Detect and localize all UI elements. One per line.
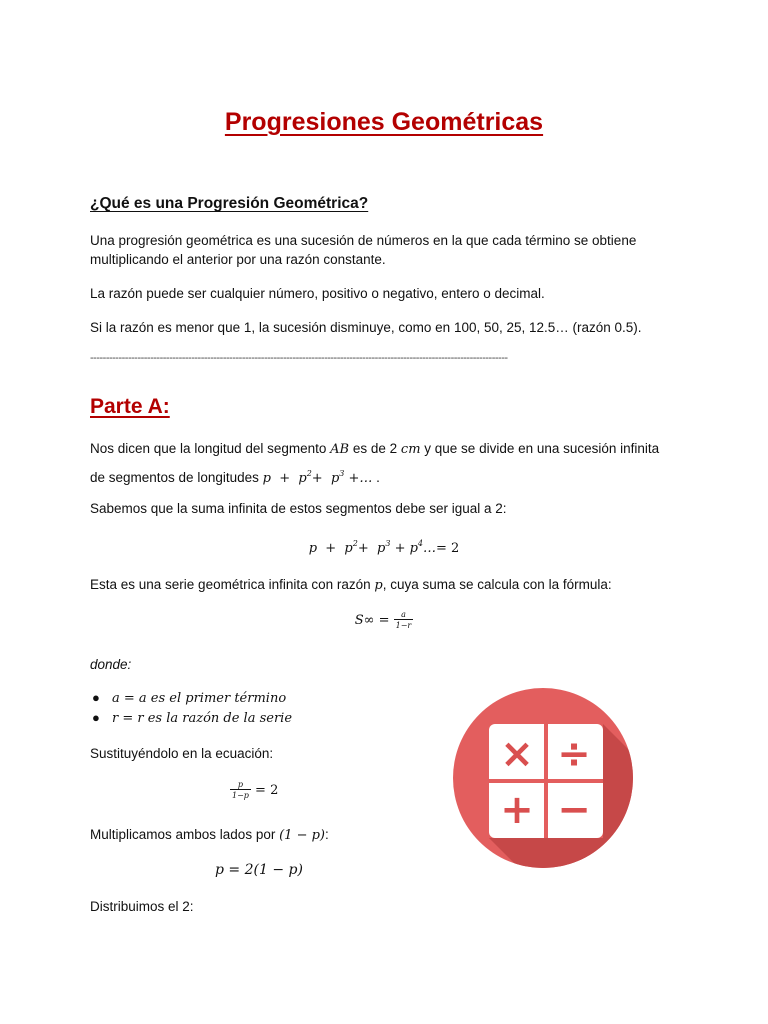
intro-paragraph-1: Una progresión geométrica es una sucesión de números en la que cada término se obtiene multiplicando el anterior por una razón constante. bbox=[90, 233, 637, 267]
equation-linear: p = 2(1 − p) bbox=[215, 862, 303, 878]
parte-a-paragraph-4: Esta es una serie geométrica infinita con razón p, cuya suma se calcula con la fórmula: bbox=[90, 577, 612, 593]
parte-a-paragraph-1: Nos dicen que la longitud del segmento AB es de 2 cm y que se divide en una sucesión infinita bbox=[90, 441, 660, 457]
list-item: ● a = a es el primer término bbox=[92, 690, 287, 706]
donde-label: donde: bbox=[90, 657, 132, 672]
separator-line: ------------------------------------------------------------------------------------------------------------------------------------ bbox=[90, 352, 508, 364]
divide-icon: ÷ bbox=[557, 731, 591, 777]
bullet-icon: ● bbox=[92, 710, 100, 725]
intro-paragraph-2: La razón puede ser cualquier número, positivo o negativo, entero o decimal. bbox=[90, 286, 545, 301]
equation-substitution: $\frac{p}{1-p}$ = 2 bbox=[232, 780, 279, 800]
equation-infinite-sum-formula: S∞ = $\frac{a}{1-r}$ bbox=[354, 610, 412, 630]
parte-a-paragraph-5: Sustituyéndolo en la ecuación: bbox=[90, 746, 274, 761]
page-title: Progresiones Geométricas bbox=[224, 108, 544, 136]
calculator-icon bbox=[453, 688, 633, 868]
minus-icon: − bbox=[557, 787, 591, 833]
calculator-icon-svg bbox=[453, 688, 633, 868]
parte-a-paragraph-7: Distribuimos el 2: bbox=[90, 899, 194, 914]
parte-a-paragraph-2: de segmentos de longitudes $p + p^2+ p^3$ +… . bbox=[90, 469, 380, 486]
series-expression: $p + p^2+ p^3$ +… bbox=[262, 469, 373, 486]
parte-a-paragraph-3: Sabemos que la suma infinita de estos segmentos debe ser igual a 2: bbox=[90, 501, 507, 516]
intro-paragraph-3: Si la razón es menor que 1, la sucesión disminuye, como en 100, 50, 25, 12.5… (razón 0.5). bbox=[90, 320, 642, 335]
parte-a-paragraph-6: Multiplicamos ambos lados por (1 − p): bbox=[90, 827, 329, 843]
equation-series-sum: $p + p^2+ p^3$ + $p^4\dots= 2$ bbox=[308, 539, 460, 556]
list-item: ● r = r es la razón de la serie bbox=[92, 710, 293, 726]
definitions-list bbox=[92, 688, 293, 728]
bullet-icon: ● bbox=[92, 690, 100, 705]
section-heading-parte-a: Parte A: bbox=[90, 395, 170, 418]
plus-icon: + bbox=[500, 787, 534, 833]
section-heading-what-is: ¿Qué es una Progresión Geométrica? bbox=[90, 195, 369, 212]
multiply-icon: × bbox=[500, 731, 534, 777]
